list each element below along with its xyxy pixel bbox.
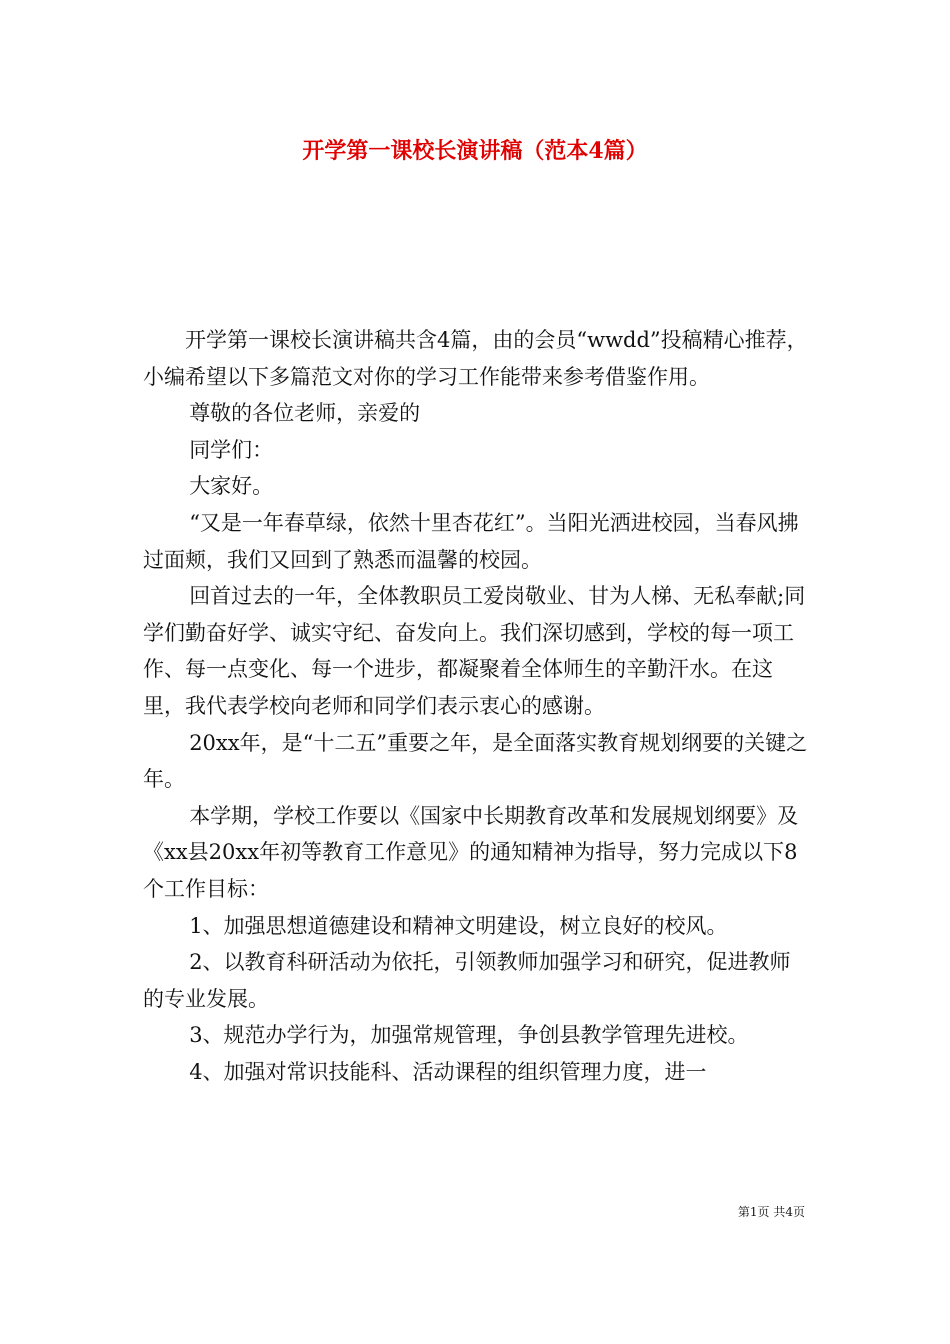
intro-paragraph: 开学第一课校长演讲稿共含4篇，由的会员“wwdd”投稿精心推荐，小编希望以下多篇范文对你的学习工作能带来参考借鉴作用。: [143, 328, 808, 389]
goal-item: 1、加强思想道德建设和精神文明建设，树立良好的校风。: [189, 913, 728, 938]
goal-item: 2、以教育科研活动为依托，引领教师加强学习和研究，促进教师的专业发展。: [143, 950, 791, 1011]
goal-item: 4、加强对常识技能科、活动课程的组织管理力度，进一: [189, 1059, 707, 1084]
body-paragraph: 20xx年，是“十二五”重要之年，是全面落实教育规划纲要的关键之年。: [143, 730, 808, 792]
body-paragraph: 回首过去的一年，全体教职员工爱岗敬业、甘为人梯、无私奉献;同学们勤奋好学、诚实守纪、奋发向上。我们深切感到，学校的每一项工作、每一点变化、每一个进步，都凝聚着全体师生的辛勤汗水。在这里，我代表学校向老师和同学们表示衷心的感谢。: [143, 584, 806, 718]
document-body: [143, 322, 809, 1090]
salutation-line: 尊敬的各位老师，亲爱的: [189, 401, 421, 426]
goal-item: 3、规范办学行为，加强常规管理，争创县教学管理先进校。: [189, 1023, 749, 1048]
page-title: 开学第一课校长演讲稿（范本4篇）: [302, 138, 648, 164]
greeting-line: 大家好。: [189, 474, 274, 499]
body-paragraph: “又是一年春草绿，依然十里杏花红”。当阳光洒进校园，当春风拂过面颊，我们又回到了熟悉而温馨的校园。: [143, 510, 799, 572]
page-number-footer: 第1页 共4页: [737, 1205, 805, 1219]
body-paragraph: 本学期，学校工作要以《国家中长期教育改革和发展规划纲要》及《xx县20xx年初等教育工作意见》的通知精神为指导，努力完成以下8个工作目标：: [143, 803, 799, 901]
salutation-line: 同学们：: [189, 437, 274, 462]
